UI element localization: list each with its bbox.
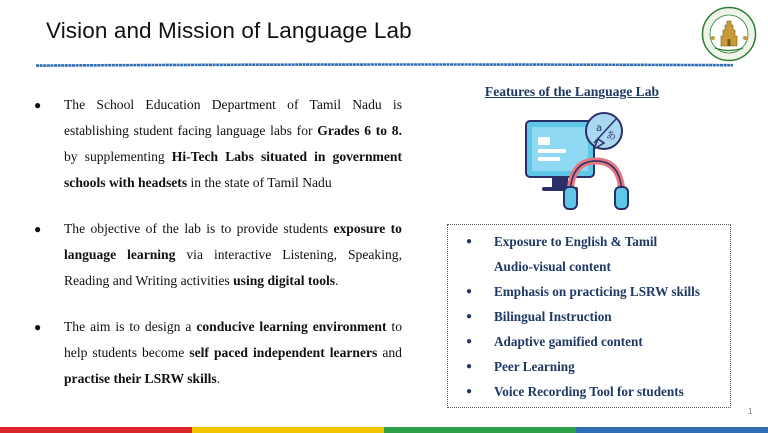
bullet-text-segment: Grades 6 to 8. [317, 123, 402, 138]
vision-mission-list [34, 92, 402, 412]
bullet-text-segment: self paced independent learners [189, 345, 378, 360]
bullet-text-segment: to help students become [64, 319, 402, 360]
features-list [466, 229, 700, 404]
feature-item [466, 379, 700, 404]
monitor-headset-translate-icon [524, 109, 630, 213]
bullet-text-segment: Hi-Tech Labs situated in government schools with headsets [64, 149, 402, 190]
bullet-text-segment: The objective of the lab is to provide students [64, 221, 334, 236]
feature-text: Voice Recording Tool for students [494, 384, 684, 399]
bullet-text-segment: exposure to language learning [64, 221, 402, 262]
bullet-text-segment: The aim is to design a [64, 319, 197, 334]
title-underline [36, 63, 733, 67]
feature-item [466, 304, 700, 329]
bullet-text-segment: and [377, 345, 402, 360]
feature-text: Exposure to English & Tamil [494, 234, 658, 249]
bullet-dot: ● [34, 320, 42, 334]
bottom-color-bar [0, 427, 768, 433]
bullet-dot: ● [466, 311, 473, 322]
bottom-bar-segment [384, 427, 576, 433]
features-title: Features of the Language Lab [484, 84, 660, 99]
bullet-text-segment: using digital tools [233, 273, 336, 288]
bullet-text-segment: via interactive Listening, Speaking, Reading and Writing activities [64, 247, 402, 288]
bullet-text-segment: practise their LSRW skills [64, 371, 217, 386]
bullet-dot: ● [466, 286, 473, 297]
bullet-dot: ● [34, 98, 42, 112]
bullet-text-segment: The School Education Department of Tamil Nadu is establishing student facing language labs for [64, 97, 402, 138]
bullet-dot: ● [466, 336, 473, 347]
feature-item [466, 229, 700, 254]
feature-text: Audio-visual content [494, 259, 611, 274]
feature-item [466, 354, 700, 379]
bottom-bar-segment [0, 427, 192, 433]
bullet-text-segment: in the state of Tamil Nadu [187, 175, 332, 190]
bullet-text-segment: by supplementing [64, 149, 172, 164]
bottom-bar-segment [576, 427, 768, 433]
feature-text: Bilingual Instruction [494, 309, 612, 324]
page-title: Vision and Mission of Language Lab [46, 18, 412, 43]
bullet-text-segment: . [216, 371, 221, 386]
bullet-dot: ● [466, 236, 473, 247]
bullet-dot: ● [34, 222, 42, 236]
bullet-item [34, 314, 402, 392]
tamil-nadu-emblem-icon [701, 6, 757, 62]
feature-item [466, 254, 700, 279]
page-number: 1 [748, 407, 753, 416]
svg-text:a: a [596, 123, 603, 134]
bullet-text-segment: conducive learning environment [196, 319, 387, 334]
bullet-dot: ● [466, 361, 473, 372]
bottom-bar-segment [192, 427, 384, 433]
feature-text: Peer Learning [494, 359, 575, 374]
feature-text: Adaptive gamified content [494, 334, 643, 349]
bullet-dot: ● [466, 386, 473, 397]
feature-item [466, 329, 700, 354]
bullet-item [34, 92, 402, 196]
feature-item [466, 279, 700, 304]
bullet-item [34, 216, 402, 294]
bullet-text-segment: . [335, 273, 339, 288]
svg-text:あ: あ [606, 131, 616, 142]
feature-text: Emphasis on practicing LSRW skills [494, 284, 700, 299]
